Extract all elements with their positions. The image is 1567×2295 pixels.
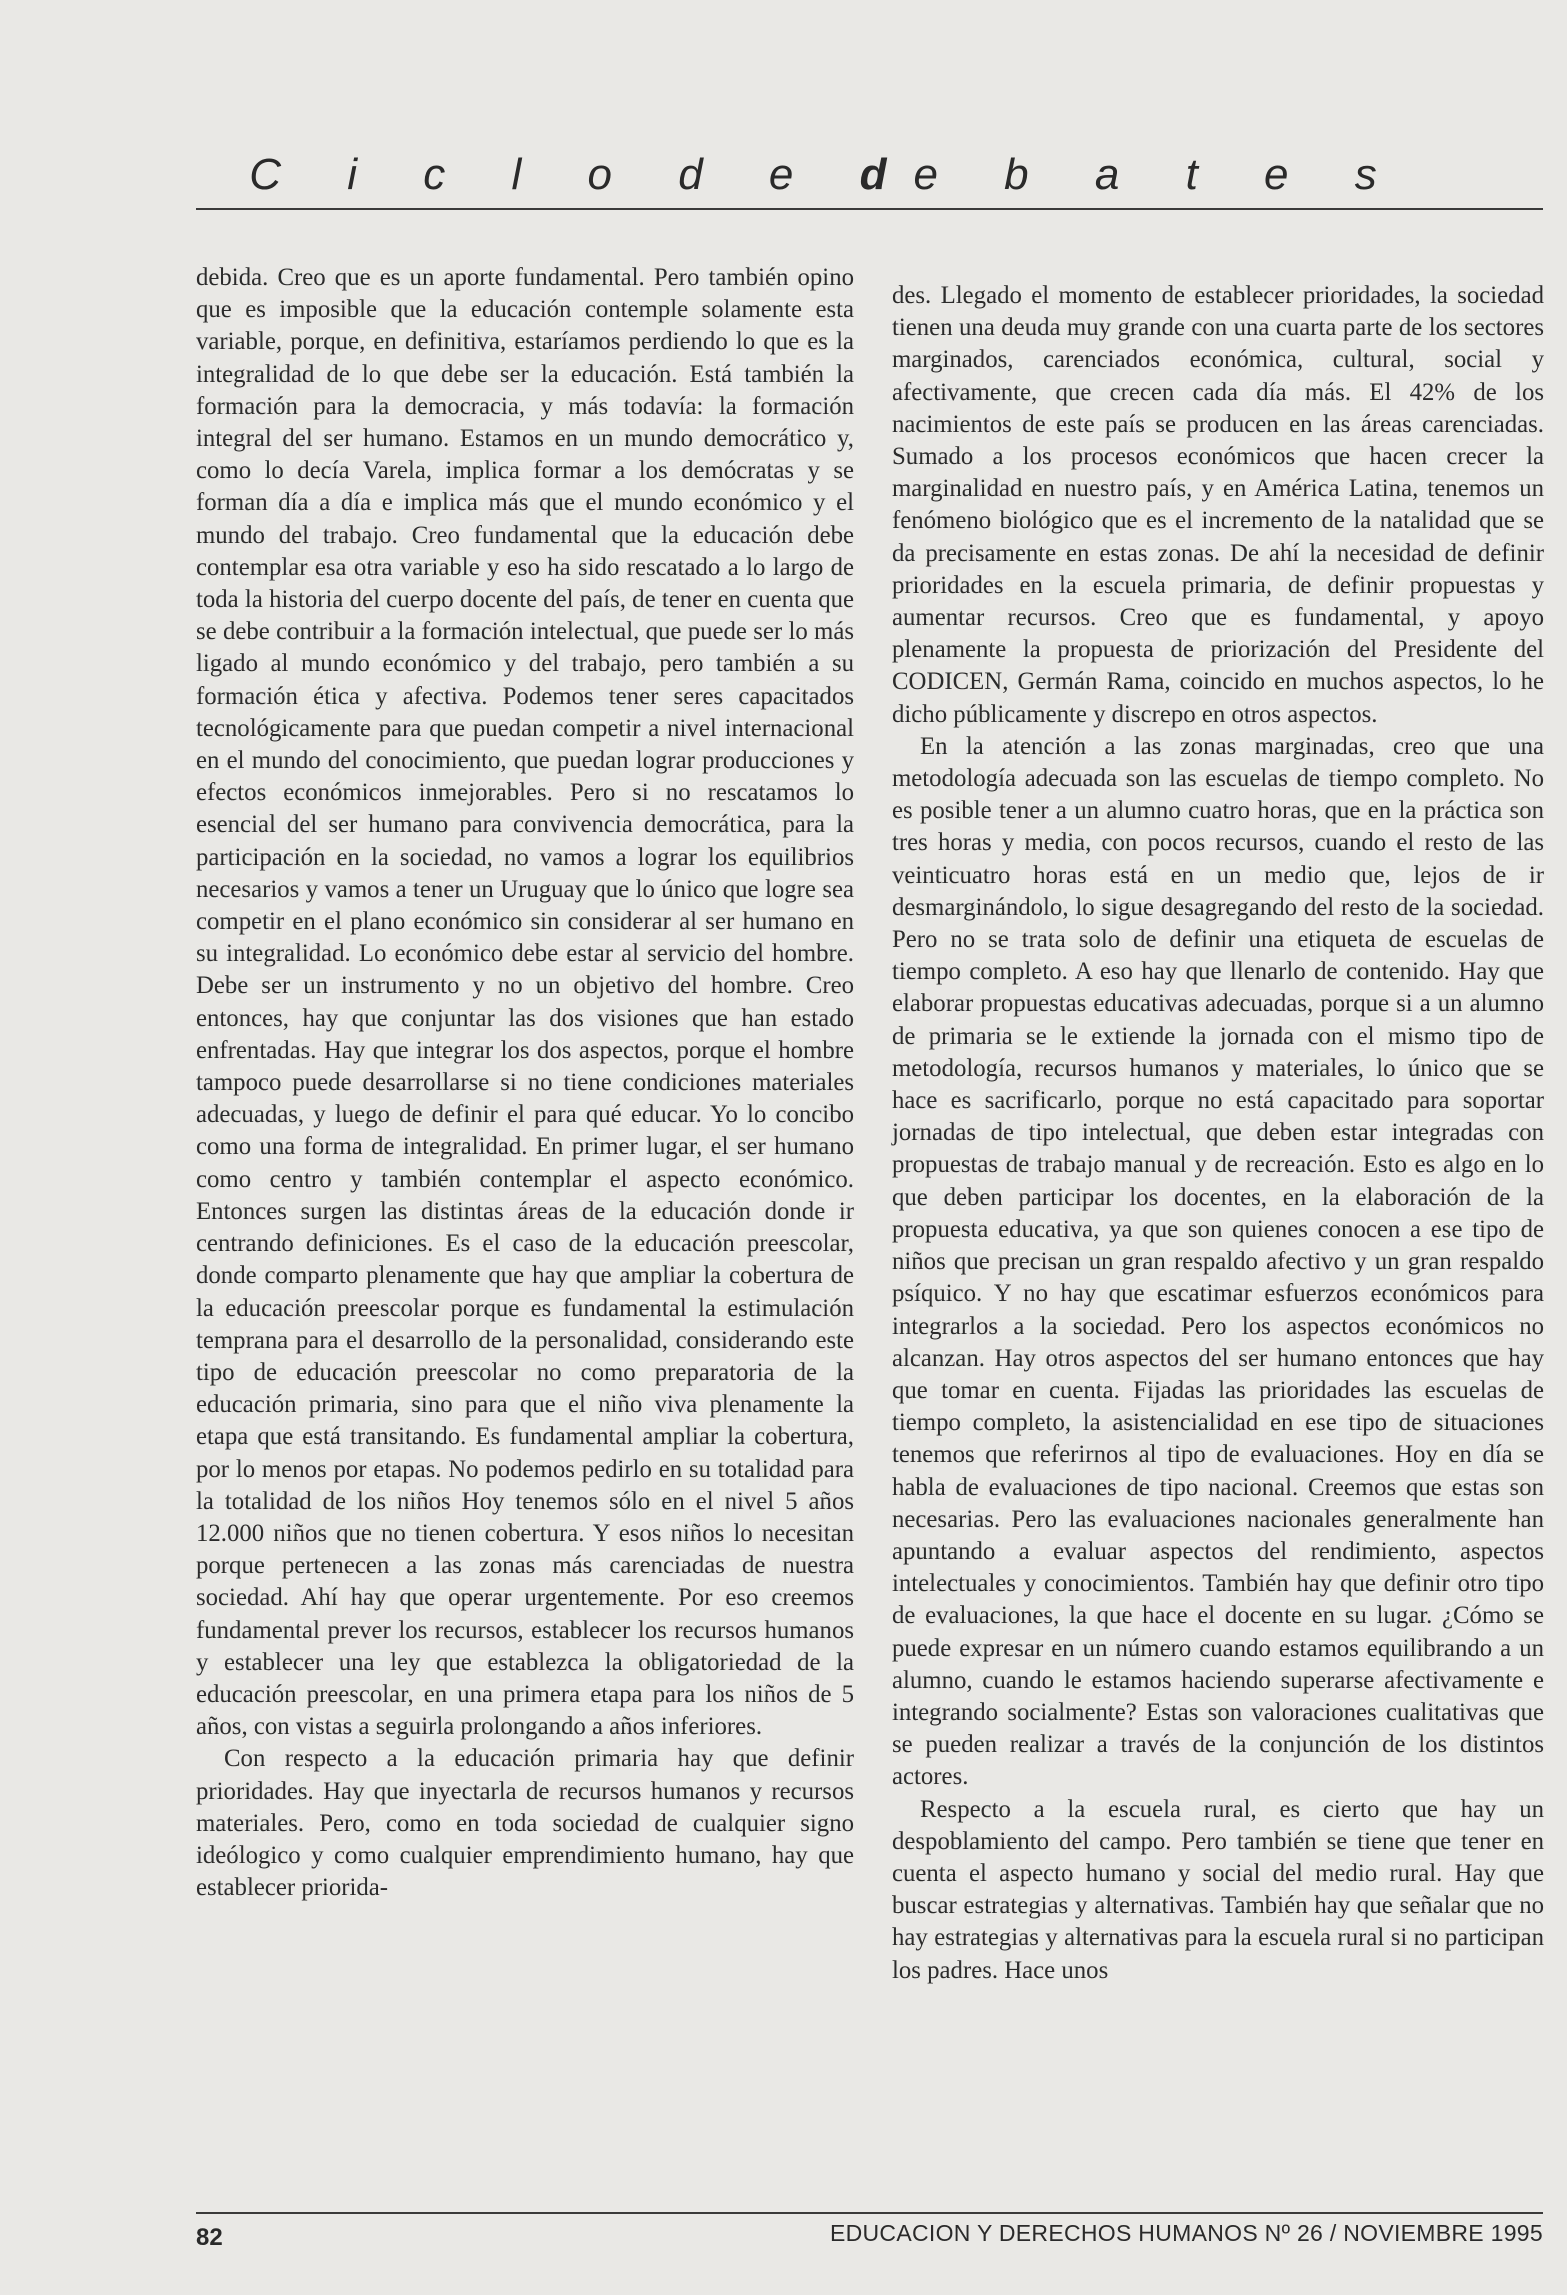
- right-paragraph-2: En la atención a las zonas marginadas, creo que una metodología adecuada son las escuelas de tiempo completo. No es posible tener a un alumno cuatro horas, que en la práctica son tres horas y media, con pocos recursos, cuando el resto de las veinticuatro horas está en un medio que, lejos de ir desmarginándolo, lo sigue desagregando del resto de la sociedad. Pero no se trata solo de definir una etiqueta de escuelas de tiempo completo. A eso hay que llenarlo de contenido. Hay que elaborar propuestas educativas adecuadas, porque si a un alumno de primaria se le extiende la jornada con el mismo tipo de metodología, recursos humanos y materiales, lo único que se hace es sacrificarlo, porque no está capacitado para soportar jornadas de tipo intelectual, que deben estar integradas con propuestas de trabajo manual y de recreación. Esto es algo en lo que deben participar los docentes, en la elaboración de la propuesta educativa, ya que son quienes conocen a ese tipo de niños que precisan un gran respaldo afectivo y un gran respaldo psíquico. Y no hay que escatimar esfuerzos económicos para integrarlos a la sociedad. Pero los aspectos económicos no alcanzan. Hay otros aspectos del ser humano entonces que hay que tomar en cuenta. Fijadas las prioridades las escuelas de tiempo completo, la asistencialidad en ese tipo de situaciones tenemos que referirnos al tipo de evaluaciones. Hoy en día se habla de evaluaciones de tipo nacional. Creemos que estas son necesarias. Pero las evaluaciones nacionales generalmente han apuntando a evaluar aspectos del rendimiento, aspectos intelectuales y conocimientos. También hay que definir otro tipo de evaluaciones, la que hace el docente en su lugar. ¿Cómo se puede expresar en un número cuando estamos equilibrando a un alumno, cuando le estamos haciendo superarse afectivamente e integrando socialmente? Estas son valoraciones cualitativas que se pueden realizar a través de la conjunción de los distintos actores.: [892, 732, 1544, 1791]
- section-title-part1: C i c l o d e: [249, 150, 860, 199]
- publication-footer: EDUCACION Y DERECHOS HUMANOS Nº 26 / NOVIEMBRE 1995: [829, 2220, 1543, 2246]
- right-paragraph-1: des. Llegado el momento de establecer prioridades, la sociedad tienen una deuda muy grande con una cuarta parte de los sectores marginados, carenciados económica, cultural, social y afectivamente, que crecen cada día más. El 42% de los nacimientos de este país se producen en las áreas carenciadas. Sumado a los procesos económicos que hacen crecer la marginalidad en nuestro país, y en América Latina, tenemos un fenómeno biológico que es el incremento de la natalidad que se da precisamente en estas zonas. De ahí la necesidad de definir prioridades en la escuela primaria, de definir propuestas y aumentar recursos. Creo que es fundamental, y apoyo plenamente la propuesta de priorización del Presidente del CODICEN, Germán Rama, coincido en muchos aspectos, lo he dicho públicamente y discrepo en otros aspectos.: [892, 282, 1544, 728]
- left-paragraph-2: Con respecto a la educación primaria hay que definir prioridades. Hay que inyectarla de recursos humanos y recursos materiales. Pero, como en toda sociedad de cualquier signo ideólogico y como cualquier emprendimiento humano, hay que establecer priorida-: [196, 1745, 854, 1902]
- section-title-part3: e b a t e s: [913, 150, 1404, 199]
- right-paragraph-3: Respecto a la escuela rural, es cierto que hay un despoblamiento del campo. Pero también se tiene que tener en cuenta el aspecto humano y social del medio rural. Hay que buscar estrategias y alternativas. También hay que señalar que no hay estrategias y alternativas para la escuela rural si no participan los padres. Hace unos: [892, 1795, 1544, 1984]
- section-title-part2: d: [859, 150, 914, 199]
- left-paragraph-1: debida. Creo que es un aporte fundamental. Pero también opino que es imposible que la educación contemple solamente esta variable, porque, en definitiva, estaríamos perdiendo lo que es la integralidad de lo que debe ser la educación. Está también la formación para la democracia, y más todavía: la formación integral del ser humano. Estamos en un mundo democrático y, como lo decía Varela, implica formar a los demócratas y se forman día a día e implica más que el mundo económico y el mundo del trabajo. Creo fundamental que la educación debe contemplar esa otra variable y eso ha sido rescatado a lo largo de toda la historia del cuerpo docente del país, de tener en cuenta que se debe contribuir a la formación intelectual, que puede ser lo más ligado al mundo económico y del trabajo, pero también a su formación ética y afectiva. Podemos tener seres capacitados tecnológicamente para que puedan competir a nivel internacional en el mundo del conocimiento, que puedan lograr producciones y efectos económicos inmejorables. Pero si no rescatamos lo esencial del ser humano para convivencia democrática, para la participación en la sociedad, no vamos a lograr los equilibrios necesarios y vamos a tener un Uruguay que lo único que logre sea competir en el plano económico sin considerar al ser humano en su integralidad. Lo económico debe estar al servicio del hombre. Debe ser un instrumento y no un objetivo del hombre. Creo entonces, hay que conjuntar las dos visiones que han estado enfrentadas. Hay que integrar los dos aspectos, porque el hombre tampoco puede desarrollarse si no tiene condiciones materiales adecuadas, y luego de definir el para qué educar. Yo lo concibo como una forma de integralidad. En primer lugar, el ser humano como centro y también contemplar el aspecto económico. Entonces surgen las distintas áreas de la educación donde ir centrando definiciones. Es el caso de la educación preescolar, donde comparto plenamente que hay que ampliar la cobertura de la educación preescolar porque es fundamental la estimulación temprana para el desarrollo de la personalidad, considerando este tipo de educación preescolar no como preparatoria de la educación primaria, sino para que el niño viva plenamente la etapa que está transitando. Es fundamental ampliar la cobertura, por lo menos por etapas. No podemos pedirlo en su totalidad para la totalidad de los niños Hoy tenemos sólo en el nivel 5 años 12.000 niños que no tienen cobertura. Y esos niños lo necesitan porque pertenecen a las zonas más carenciadas de nuestra sociedad. Ahí hay que operar urgentemente. Por eso creemos fundamental prever los recursos, establecer los recursos humanos y establecer una ley que establezca la obligatoriedad de la educación preescolar, en una primera etapa para los niños de 5 años, con vistas a seguirla prolongando a años inferiores.: [196, 264, 854, 1741]
- header-divider: [196, 208, 1543, 210]
- right-column: [892, 280, 1544, 1987]
- section-title: [196, 150, 1457, 200]
- left-column: [196, 262, 854, 1904]
- page-number: 82: [196, 2224, 223, 2251]
- footer-divider: [196, 2212, 1543, 2214]
